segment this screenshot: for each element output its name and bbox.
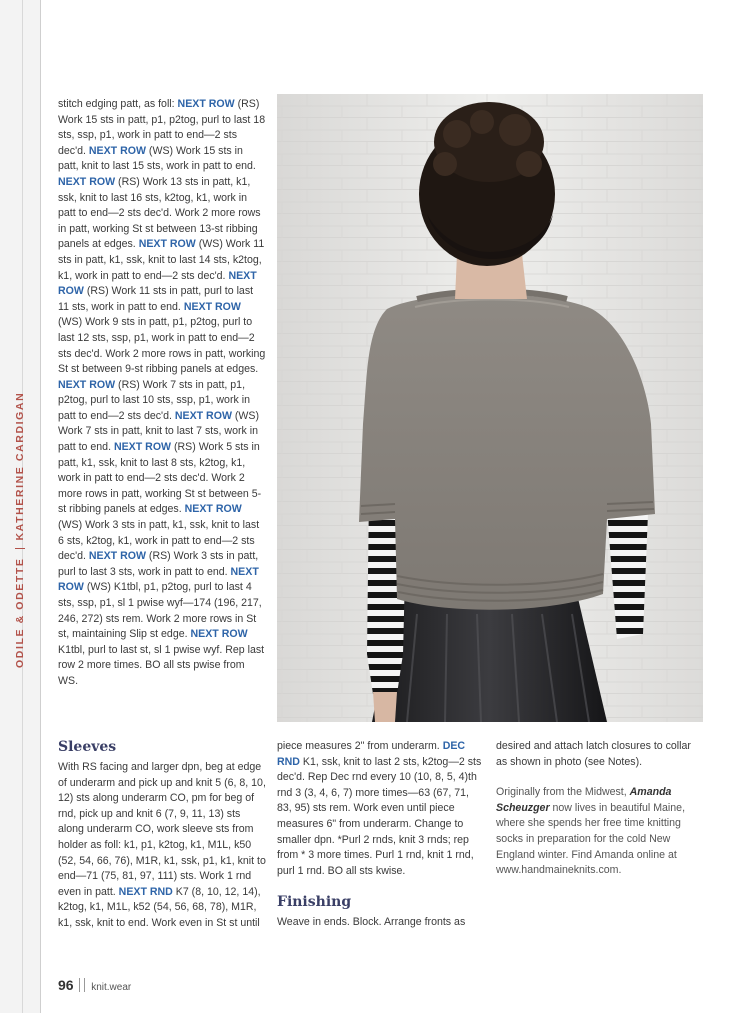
keyword-run: NEXT ROW [184,503,242,516]
bio-after: now lives in beautiful Maine, where she spends her free time knitting socks in preparation for the cold New England winter. Find Amanda online at www.handmaineknits.com. [496,801,686,877]
designer-name: Amanda Scheuzger [496,786,672,814]
finishing-heading: Finishing [277,894,352,911]
side-label-pattern: KATHERINE CARDIGAN [14,391,26,541]
page-footer [58,977,131,993]
text-run: (RS) Work 15 sts in patt, p1, p2tog, purl to last 18 sts, ssp, p1, work in patt to end—2 sts dec'd. [58,98,266,157]
text-run: (RS) Work 13 sts in patt, k1, ssk, knit to last 16 sts, k2tog, k1, work in patt to end—2 sts dec'd. Work 2 more rows in patt, working St st between 13-st ribbing panels at edges. [58,175,261,251]
text-run: With RS facing and larger dpn, beg at edge of underarm and pick up and knit 5 (6, 8, 10, 12) sts along underarm CO, pm for beg of rnd, pick up and knit 6 (7, 9, 11, 13) sts along underarm CO, work sleeve sts from holder as foll: k1, p1, k2tog, k1, M1L, k50 (52, 54, 66, 76), M1R, k1, ssk, p1, k1, knit to end—71 (75, 81, 97, 111) sts. Work 1 rnd even in patt. [58,761,266,898]
text-run: (RS) Work 11 sts in patt, purl to last 11 sts, work in patt to end. [58,285,254,313]
side-label-title: ODILE & ODETTE [14,557,26,668]
text-run: (WS) Work 3 sts in patt, k1, ssk, knit to last 6 sts, k2tog, k1, work in patt to end—2 sts dec'd. [58,519,260,563]
keyword-run: NEXT ROW [58,269,257,298]
bio-before: Originally from the Midwest, [496,786,630,799]
finishing-continued: desired and attach latch closures to collar as shown in photo (see Notes). [496,740,691,768]
keyword-run: NEXT ROW [58,378,116,391]
text-run: (RS) Work 3 sts in patt, purl to last 3 sts, work in patt to end. [58,550,259,578]
text-run: (RS) Work 7 sts in patt, p1, p2tog, purl to last 10 sts, ssp, p1, work in patt to end—2 sts dec'd. [58,378,250,422]
side-label-separator [15,549,25,550]
keyword-run: NEXT ROW [88,550,146,563]
model-image [277,94,703,722]
keyword-run: NEXT ROW [174,409,232,422]
page-number: 96 [58,977,74,993]
designer-bio [496,785,704,879]
edging-instructions [58,97,266,690]
text-run: (WS) Work 15 sts in patt, knit to last 15 sts, work in patt to end. [58,144,256,173]
text-run: stitch edging patt, as foll: [58,98,178,110]
footer-divider-2 [84,978,85,992]
keyword-run: NEXT ROW [190,628,248,641]
keyword-run: NEXT ROW [58,175,116,188]
sleeves-heading: Sleeves [58,739,117,755]
text-run: (WS) K1tbl, p1, p2tog, purl to last 4 sts, ssp, p1, sl 1 pwise wyf—174 (196, 217, 246, 272) sts rem. Work 2 more rows in St st, maintaining Slip st edge. [58,581,262,641]
keyword-run: NEXT ROW [183,300,241,313]
keyword-run: NEXT ROW [88,144,146,157]
text-run: K1, ssk, knit to last 2 sts, k2tog—2 sts dec'd. Rep Dec rnd every 10 (10, 8, 5, 4)th rnd 3 (3, 4, 6, 7) more times—63 (67, 71, 83, 95) sts rem. Work even until piece measures 6" from underarm. Change to smaller dpn. *Purl 2 rnds, knit 3 rnds; rep from * 3 more times. Purl 1 rnd, knit 1 rnd, purl 1 rnd. BO all sts kwise. [277,755,482,877]
text-run: K1tbl, purl to last st, sl 1 pwise wyf. Rep last row 2 more times. BO all sts pwise from WS. [58,643,265,687]
text-run: (WS) Work 11 sts in patt, k1, ssk, knit to last 14 sts, k2tog, k1, work in patt to end—2 sts dec'd. [58,238,265,282]
cardigan-photo [277,94,703,722]
keyword-run: NEXT ROW [138,238,196,251]
footer-divider [79,978,80,992]
keyword-run: DEC RND [277,740,466,768]
keyword-run: NEXT RND [118,885,173,898]
keyword-run: NEXT ROW [58,565,259,594]
sleeves-instructions [58,760,266,932]
text-run: (RS) Work 5 sts in patt, k1, ssk, knit to last 8 sts, k2tog, k1, work in patt to end—2 sts dec'd. Work 2 more rows in patt, working St st between 5-st ribbing panels at edges. [58,441,262,516]
column-1-bottom [58,738,266,932]
side-label [6,368,36,668]
finishing-text: Weave in ends. Block. Arrange fronts as [277,916,466,929]
column-2 [277,739,485,931]
sleeve-continued [277,739,485,879]
keyword-run: NEXT ROW [177,98,235,110]
column-3 [496,739,704,879]
column-1-top [58,97,266,690]
magazine-name: knit.wear [91,982,132,993]
text-run: K7 (8, 10, 12, 14), k2tog, k1, M1L, k52 (54, 56, 68, 78), M1R, k1, ssk, knit to end. Work even in St st until [58,885,261,929]
keyword-run: NEXT ROW [113,441,172,454]
text-run: (WS) Work 7 sts in patt, knit to last 7 sts, work in patt to end. [58,409,260,454]
text-run: (WS) Work 9 sts in patt, p1, p2tog, purl to last 12 sts, ssp, p1, work in patt to end—2 sts dec'd. Work 2 more rows in patt, working St st between 9-st ribbing panels at edges. [58,316,266,376]
text-run: piece measures 2" from underarm. [277,740,443,752]
